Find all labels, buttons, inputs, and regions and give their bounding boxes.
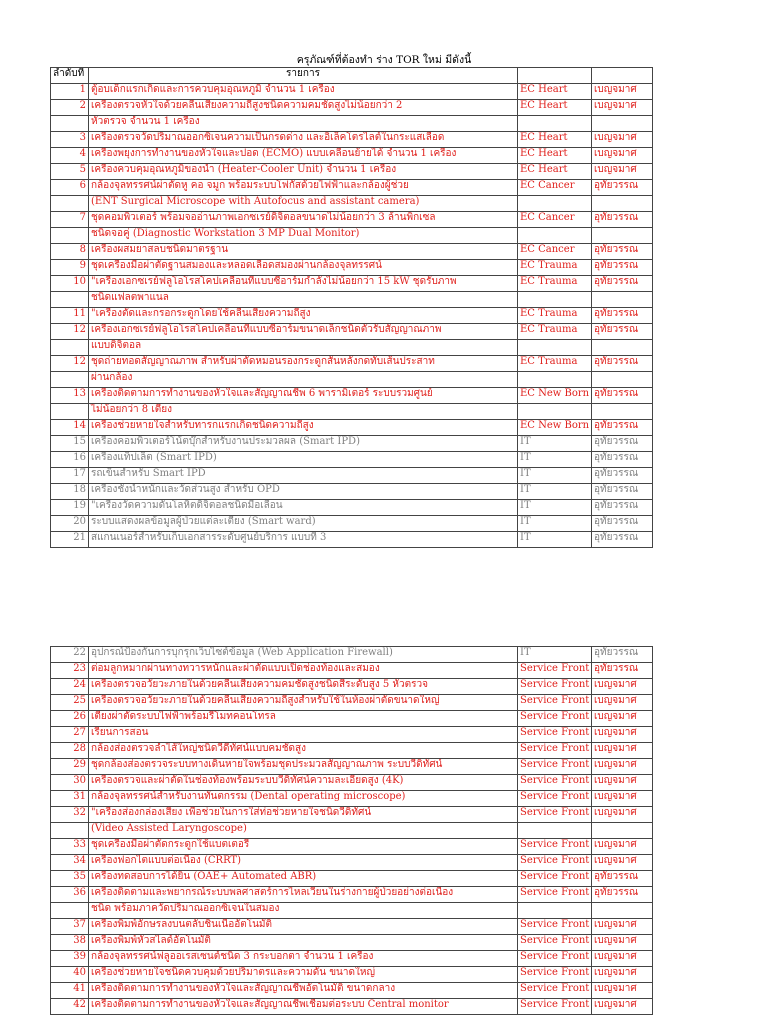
row-responsible: เบญจมาศ xyxy=(592,935,653,951)
row-number: 12 xyxy=(51,356,89,372)
row-responsible: อุทัยวรรณ xyxy=(592,663,653,679)
row-number: 35 xyxy=(51,871,89,887)
row-item: กล้องจุลทรรศน์สำหรับงานทันตกรรม (Dental operating microscope) xyxy=(89,791,518,807)
row-item: รถเข็นสำหรับ Smart IPD xyxy=(89,468,518,484)
table-row xyxy=(51,484,653,500)
row-department: IT xyxy=(518,484,592,500)
row-responsible: อุทัยวรรณ xyxy=(592,516,653,532)
row-number: 30 xyxy=(51,775,89,791)
row-item: แบบดิจิตอล xyxy=(89,340,518,356)
table-row xyxy=(51,84,653,100)
row-responsible xyxy=(592,116,653,132)
row-department xyxy=(518,404,592,420)
row-responsible: อุทัยวรรณ xyxy=(592,388,653,404)
row-number: 8 xyxy=(51,244,89,260)
row-responsible: เบญจมาศ xyxy=(592,679,653,695)
row-number: 22 xyxy=(51,647,89,663)
row-department xyxy=(518,372,592,388)
row-number: 14 xyxy=(51,420,89,436)
table-row xyxy=(51,180,653,196)
row-item: เครื่องคอมพิวเตอร์โน้ตบุ๊กสำหรับงานประมวลผล (Smart IPD) xyxy=(89,436,518,452)
table-row xyxy=(51,679,653,695)
row-number: 19 xyxy=(51,500,89,516)
table-row xyxy=(51,420,653,436)
table-row xyxy=(51,436,653,452)
table-row xyxy=(51,244,653,260)
row-number: 2 xyxy=(51,100,89,116)
row-department: EC Trauma xyxy=(518,356,592,372)
row-responsible: เบญจมาศ xyxy=(592,711,653,727)
table-row xyxy=(51,855,653,871)
row-responsible: เบญจมาศ xyxy=(592,727,653,743)
row-item: ต่อมลูกหมากผ่านทางทวารหนักและผ่าตัดแบบเปิดช่องท้องและสมอง xyxy=(89,663,518,679)
row-item: เครื่องฟอกไตแบบต่อเนื่อง (CRRT) xyxy=(89,855,518,871)
header-dept xyxy=(518,68,592,84)
row-department xyxy=(518,116,592,132)
table-row xyxy=(51,452,653,468)
table-row xyxy=(51,356,653,372)
table-row-continuation xyxy=(51,116,653,132)
row-department: Service Front xyxy=(518,951,592,967)
row-item: เครื่องตรวจหัวใจด้วยคลื่นเสียงความถี่สูงชนิดความคมชัดสูงไม่น้อยกว่า 2 xyxy=(89,100,518,116)
row-number xyxy=(51,228,89,244)
row-number: 28 xyxy=(51,743,89,759)
table-row-continuation xyxy=(51,340,653,356)
row-department: EC Cancer xyxy=(518,244,592,260)
row-item: เครื่องควบคุมอุณหภูมิของน้ำ (Heater-Cooler Unit) จำนวน 1 เครื่อง xyxy=(89,164,518,180)
row-number: 33 xyxy=(51,839,89,855)
row-department: IT xyxy=(518,647,592,663)
header-no: ลำดับที่ xyxy=(51,68,89,84)
row-number: 42 xyxy=(51,999,89,1015)
row-number: 21 xyxy=(51,532,89,548)
row-department xyxy=(518,903,592,919)
row-number xyxy=(51,372,89,388)
row-responsible: เบญจมาศ xyxy=(592,100,653,116)
row-item: เครื่องเอกซเรย์ฟลูโอโรสโคปเคลื่อนที่แบบซีอาร์มขนาดเล็กชนิดตัวรับสัญญาณภาพ xyxy=(89,324,518,340)
row-department: IT xyxy=(518,500,592,516)
row-number: 15 xyxy=(51,436,89,452)
table-row xyxy=(51,743,653,759)
row-number: 11 xyxy=(51,308,89,324)
table-row xyxy=(51,148,653,164)
row-responsible: อุทัยวรรณ xyxy=(592,436,653,452)
row-responsible: อุทัยวรรณ xyxy=(592,356,653,372)
row-number: 3 xyxy=(51,132,89,148)
table-row-continuation xyxy=(51,823,653,839)
row-item: ชนิดจอคู่ (Diagnostic Workstation 3 MP Dual Monitor) xyxy=(89,228,518,244)
row-department xyxy=(518,228,592,244)
row-department: Service Front xyxy=(518,727,592,743)
row-department: IT xyxy=(518,516,592,532)
table-row xyxy=(51,132,653,148)
row-number: 38 xyxy=(51,935,89,951)
row-item: ไม่น้อยกว่า 8 เตียง xyxy=(89,404,518,420)
row-item: เครื่องพยุงการทำงานของหัวใจและปอด (ECMO) แบบเคลื่อนย้ายได้ จำนวน 1 เครื่อง xyxy=(89,148,518,164)
row-responsible: เบญจมาศ xyxy=(592,983,653,999)
row-responsible: เบญจมาศ xyxy=(592,743,653,759)
row-item: เครื่องติดตามการทำงานของหัวใจและสัญญาณชีพ 6 พารามิเตอร์ ระบบรวมศูนย์ xyxy=(89,388,518,404)
row-responsible: เบญจมาศ xyxy=(592,855,653,871)
row-item: "เครื่องวัดความดันโลหิตดิจิตอลชนิดมือเลื่อน xyxy=(89,500,518,516)
table-row xyxy=(51,711,653,727)
row-responsible: อุทัยวรรณ xyxy=(592,484,653,500)
row-department: Service Front xyxy=(518,663,592,679)
row-department xyxy=(518,292,592,308)
table-row xyxy=(51,791,653,807)
row-item: เครื่องติดตามการทำงานของหัวใจและสัญญาณชีพอัตโนมัติ ขนาดกลาง xyxy=(89,983,518,999)
row-department: Service Front xyxy=(518,871,592,887)
row-number: 27 xyxy=(51,727,89,743)
table-row xyxy=(51,999,653,1015)
table-row xyxy=(51,388,653,404)
row-number: 10 xyxy=(51,276,89,292)
row-number: 39 xyxy=(51,951,89,967)
table-row xyxy=(51,324,653,340)
row-responsible: อุทัยวรรณ xyxy=(592,276,653,292)
row-responsible: อุทัยวรรณ xyxy=(592,244,653,260)
row-item: เครื่องช่วยหายใจชนิดควบคุมด้วยปริมาตรและความดัน ขนาดใหญ่ xyxy=(89,967,518,983)
row-department: Service Front xyxy=(518,967,592,983)
row-item: ชนิดแฟลตพาแนล xyxy=(89,292,518,308)
row-responsible: อุทัยวรรณ xyxy=(592,324,653,340)
row-item: ชุดถ่ายทอดสัญญาณภาพ สำหรับผ่าตัดหมอนรองกระดูกสันหลังกดทับเส้นประสาท xyxy=(89,356,518,372)
row-responsible: อุทัยวรรณ xyxy=(592,212,653,228)
table-row xyxy=(51,516,653,532)
row-responsible: อุทัยวรรณ xyxy=(592,260,653,276)
table-row xyxy=(51,871,653,887)
row-item: (ENT Surgical Microscope with Autofocus and assistant camera) xyxy=(89,196,518,212)
row-item: เครื่องทดสอบการได้ยิน (OAE+ Automated ABR) xyxy=(89,871,518,887)
row-number: 37 xyxy=(51,919,89,935)
row-number: 7 xyxy=(51,212,89,228)
table-row-continuation xyxy=(51,228,653,244)
row-responsible: อุทัยวรรณ xyxy=(592,887,653,903)
row-item: เครื่องตรวจและผ่าตัดในช่องท้องพร้อมระบบวีดิทัศน์ความละเอียดสูง (4K) xyxy=(89,775,518,791)
row-item: เครื่องติดตามและพยากรณ์ระบบพลศาสตร์การไหลเวียนในร่างกายผู้ป่วยอย่างต่อเนื่อง xyxy=(89,887,518,903)
table-row xyxy=(51,887,653,903)
row-number xyxy=(51,404,89,420)
row-number: 41 xyxy=(51,983,89,999)
row-department: EC New Born xyxy=(518,420,592,436)
row-number: 32 xyxy=(51,807,89,823)
header-item: รายการ xyxy=(89,68,518,84)
table-row-continuation xyxy=(51,196,653,212)
row-number xyxy=(51,340,89,356)
row-item: กล้องจุลทรรศน์ฟลูออเรสเซนต์ชนิด 3 กระบอกตา จำนวน 1 เครื่อง xyxy=(89,951,518,967)
row-department: Service Front xyxy=(518,695,592,711)
row-responsible: เบญจมาศ xyxy=(592,967,653,983)
row-number: 6 xyxy=(51,180,89,196)
table-row xyxy=(51,759,653,775)
equipment-table-2 xyxy=(50,646,653,1015)
row-responsible: เบญจมาศ xyxy=(592,791,653,807)
row-number xyxy=(51,116,89,132)
row-department: Service Front xyxy=(518,935,592,951)
table-row xyxy=(51,839,653,855)
row-item: เครื่องตรวจอวัยวะภายในด้วยคลื่นเสียงความคมชัดสูงชนิดสี่ระดับสูง 5 หัวตรวจ xyxy=(89,679,518,695)
row-item: กล้องส่องตรวจลำไส้ใหญ่ชนิดวีดีทัศน์แบบคมชัดสูง xyxy=(89,743,518,759)
row-item: ระบบแสดงผลข้อมูลผู้ป่วยแต่ละเตียง (Smart ward) xyxy=(89,516,518,532)
row-department: EC Trauma xyxy=(518,308,592,324)
table-row xyxy=(51,727,653,743)
row-responsible: เบญจมาศ xyxy=(592,84,653,100)
table-row-continuation xyxy=(51,292,653,308)
row-department: EC Trauma xyxy=(518,260,592,276)
row-number: 5 xyxy=(51,164,89,180)
row-responsible: เบญจมาศ xyxy=(592,775,653,791)
row-responsible xyxy=(592,292,653,308)
row-department: Service Front xyxy=(518,887,592,903)
row-department: EC Cancer xyxy=(518,180,592,196)
row-item: ชุดเครื่องมือผ่าตัดกระดูกใช้แบตเตอรี่ xyxy=(89,839,518,855)
row-responsible: อุทัยวรรณ xyxy=(592,468,653,484)
table-row-continuation xyxy=(51,372,653,388)
row-number: 18 xyxy=(51,484,89,500)
row-responsible: อุทัยวรรณ xyxy=(592,532,653,548)
row-item: "เครื่องเอกซเรย์ฟลูโอโรสโคปเคลื่อนที่แบบซีอาร์มกำลังไม่น้อยกว่า 15 kW ชุดรับภาพ xyxy=(89,276,518,292)
table-row xyxy=(51,212,653,228)
row-item: เครื่องติดตามการทำงานของหัวใจและสัญญาณชีพเชื่อมต่อระบบ Central monitor xyxy=(89,999,518,1015)
row-responsible: อุทัยวรรณ xyxy=(592,452,653,468)
row-number: 24 xyxy=(51,679,89,695)
row-department: Service Front xyxy=(518,759,592,775)
row-department: EC Heart xyxy=(518,164,592,180)
row-number: 23 xyxy=(51,663,89,679)
equipment-table-1 xyxy=(50,67,653,548)
row-department: EC Cancer xyxy=(518,212,592,228)
row-number xyxy=(51,823,89,839)
row-department: Service Front xyxy=(518,999,592,1015)
row-responsible: เบญจมาศ xyxy=(592,999,653,1015)
row-department: Service Front xyxy=(518,711,592,727)
row-number xyxy=(51,292,89,308)
row-department: IT xyxy=(518,468,592,484)
table-row xyxy=(51,308,653,324)
row-number: 17 xyxy=(51,468,89,484)
row-item: หัวตรวจ จำนวน 1 เครื่อง xyxy=(89,116,518,132)
row-number: 26 xyxy=(51,711,89,727)
table-row xyxy=(51,775,653,791)
row-department xyxy=(518,823,592,839)
row-department: EC Heart xyxy=(518,100,592,116)
row-department: Service Front xyxy=(518,855,592,871)
row-number: 40 xyxy=(51,967,89,983)
table-row xyxy=(51,935,653,951)
row-item: กล้องจุลทรรศน์ผ่าตัดหู คอ จมูก พร้อมระบบโฟกัสด้วยไฟฟ้าและกล้องผู้ช่วย xyxy=(89,180,518,196)
document-title: ครุภัณฑ์ที่ต้องทำ ร่าง TOR ใหม่ มีดังนี้ xyxy=(296,54,472,66)
row-department: IT xyxy=(518,436,592,452)
row-number: 34 xyxy=(51,855,89,871)
row-responsible: อุทัยวรรณ xyxy=(592,871,653,887)
row-number: 12 xyxy=(51,324,89,340)
row-number: 9 xyxy=(51,260,89,276)
table-row xyxy=(51,100,653,116)
table-row xyxy=(51,532,653,548)
table-row xyxy=(51,500,653,516)
row-item: เรียนการสอน xyxy=(89,727,518,743)
row-item: อุปกรณ์ป้องกันการบุกรุกเว็บไซต์ข้อมูล (Web Application Firewall) xyxy=(89,647,518,663)
row-responsible: เบญจมาศ xyxy=(592,164,653,180)
row-number: 20 xyxy=(51,516,89,532)
row-responsible xyxy=(592,823,653,839)
row-number: 16 xyxy=(51,452,89,468)
row-item: สแกนเนอร์สำหรับเก็บเอกสารระดับศูนย์บริการ แบบที่ 3 xyxy=(89,532,518,548)
row-department: Service Front xyxy=(518,983,592,999)
row-item: "เครื่องส่องกล่องเสียง เพื่อช่วยในการใส่ท่อช่วยหายใจชนิดวีดิทัศน์ xyxy=(89,807,518,823)
row-item: เครื่องตรวจอวัยวะภายในด้วยคลื่นเสียงความถี่สูงสำหรับใช้ในห้องผ่าตัดขนาดใหญ่ xyxy=(89,695,518,711)
table-row xyxy=(51,663,653,679)
row-department: EC Heart xyxy=(518,148,592,164)
row-department: EC Trauma xyxy=(518,324,592,340)
table-row xyxy=(51,647,653,663)
row-department: IT xyxy=(518,532,592,548)
row-item: ชุดกล้องส่องตรวจระบบทางเดินหายใจพร้อมชุดประมวลสัญญาณภาพ ระบบวีดิทัศน์ xyxy=(89,759,518,775)
row-department: EC New Born xyxy=(518,388,592,404)
row-number: 36 xyxy=(51,887,89,903)
row-responsible: เบญจมาศ xyxy=(592,132,653,148)
row-department: IT xyxy=(518,452,592,468)
row-item: เครื่องชั่งน้ำหนักและวัดส่วนสูง สำหรับ OPD xyxy=(89,484,518,500)
row-number: 1 xyxy=(51,84,89,100)
row-responsible xyxy=(592,228,653,244)
row-responsible: อุทัยวรรณ xyxy=(592,647,653,663)
row-item: เตียงผ่าตัดระบบไฟฟ้าพร้อมรีโมทคอนโทรล xyxy=(89,711,518,727)
table-row xyxy=(51,276,653,292)
row-item: ชนิด พร้อมภาควัดปริมาณออกซิเจนในสมอง xyxy=(89,903,518,919)
row-responsible xyxy=(592,196,653,212)
header-fund xyxy=(592,68,653,84)
row-number: 4 xyxy=(51,148,89,164)
row-responsible xyxy=(592,372,653,388)
table-row xyxy=(51,260,653,276)
row-responsible: เบญจมาศ xyxy=(592,759,653,775)
row-department: EC Trauma xyxy=(518,276,592,292)
table-row xyxy=(51,468,653,484)
row-department: EC Heart xyxy=(518,132,592,148)
row-department: Service Front xyxy=(518,679,592,695)
row-number: 25 xyxy=(51,695,89,711)
table-row xyxy=(51,919,653,935)
row-department: Service Front xyxy=(518,743,592,759)
row-number xyxy=(51,196,89,212)
row-number: 29 xyxy=(51,759,89,775)
table-row xyxy=(51,695,653,711)
row-responsible: อุทัยวรรณ xyxy=(592,500,653,516)
row-department: Service Front xyxy=(518,919,592,935)
row-department: Service Front xyxy=(518,775,592,791)
row-item: ชุดเครื่องมือผ่าตัดฐานสมองและหลอดเลือดสมองผ่านกล้องจุลทรรศน์ xyxy=(89,260,518,276)
row-responsible: เบญจมาศ xyxy=(592,919,653,935)
table-row xyxy=(51,983,653,999)
table-row-continuation xyxy=(51,903,653,919)
row-number: 31 xyxy=(51,791,89,807)
row-item: "เครื่องตัดและกรอกระดูกโดยใช้คลื่นเสียงความถี่สูง xyxy=(89,308,518,324)
row-item: เครื่องแท็ปเล็ต (Smart IPD) xyxy=(89,452,518,468)
row-responsible: เบญจมาศ xyxy=(592,695,653,711)
table-header-row xyxy=(51,68,653,84)
table-row-continuation xyxy=(51,404,653,420)
row-responsible xyxy=(592,404,653,420)
row-department: Service Front xyxy=(518,807,592,823)
row-responsible xyxy=(592,340,653,356)
row-department: Service Front xyxy=(518,791,592,807)
row-item: ผ่านกล้อง xyxy=(89,372,518,388)
row-item: ชุดคอมพิวเตอร์ พร้อมจออ่านภาพเอกซเรย์ดิจิตอลขนาดไม่น้อยกว่า 3 ล้านพิกเซล xyxy=(89,212,518,228)
row-responsible xyxy=(592,903,653,919)
row-item: เครื่องพิมพ์อักษรลงบนตลับชิ้นเนื้ออัตโนมัติ xyxy=(89,919,518,935)
table-row xyxy=(51,164,653,180)
row-responsible: เบญจมาศ xyxy=(592,951,653,967)
row-item: เครื่องช่วยหายใจสำหรับทารกแรกเกิดชนิดความถี่สูง xyxy=(89,420,518,436)
row-department xyxy=(518,340,592,356)
row-responsible: เบญจมาศ xyxy=(592,807,653,823)
row-department: Service Front xyxy=(518,839,592,855)
row-item: เครื่องตรวจวัดปริมาณออกซิเจนความเป็นกรดด่าง และอิเล็คโตรไลต์ในกระแสเลือด xyxy=(89,132,518,148)
row-responsible: เบญจมาศ xyxy=(592,148,653,164)
table-row xyxy=(51,807,653,823)
row-item: เครื่องพิมพ์หัวสไลด์อัตโนมัติ xyxy=(89,935,518,951)
row-department xyxy=(518,196,592,212)
row-department: EC Heart xyxy=(518,84,592,100)
row-number xyxy=(51,903,89,919)
row-responsible: เบญจมาศ xyxy=(592,839,653,855)
row-responsible: อุทัยวรรณ xyxy=(592,308,653,324)
row-responsible: อุทัยวรรณ xyxy=(592,180,653,196)
row-item: ตู้อบเด็กแรกเกิดและการควบคุมอุณหภูมิ จำนวน 1 เครื่อง xyxy=(89,84,518,100)
row-item: เครื่องผสมยาสลบชนิดมาตรฐาน xyxy=(89,244,518,260)
row-number: 13 xyxy=(51,388,89,404)
table-row xyxy=(51,967,653,983)
row-responsible: อุทัยวรรณ xyxy=(592,420,653,436)
row-item: (Video Assisted Laryngoscope) xyxy=(89,823,518,839)
table-row xyxy=(51,951,653,967)
